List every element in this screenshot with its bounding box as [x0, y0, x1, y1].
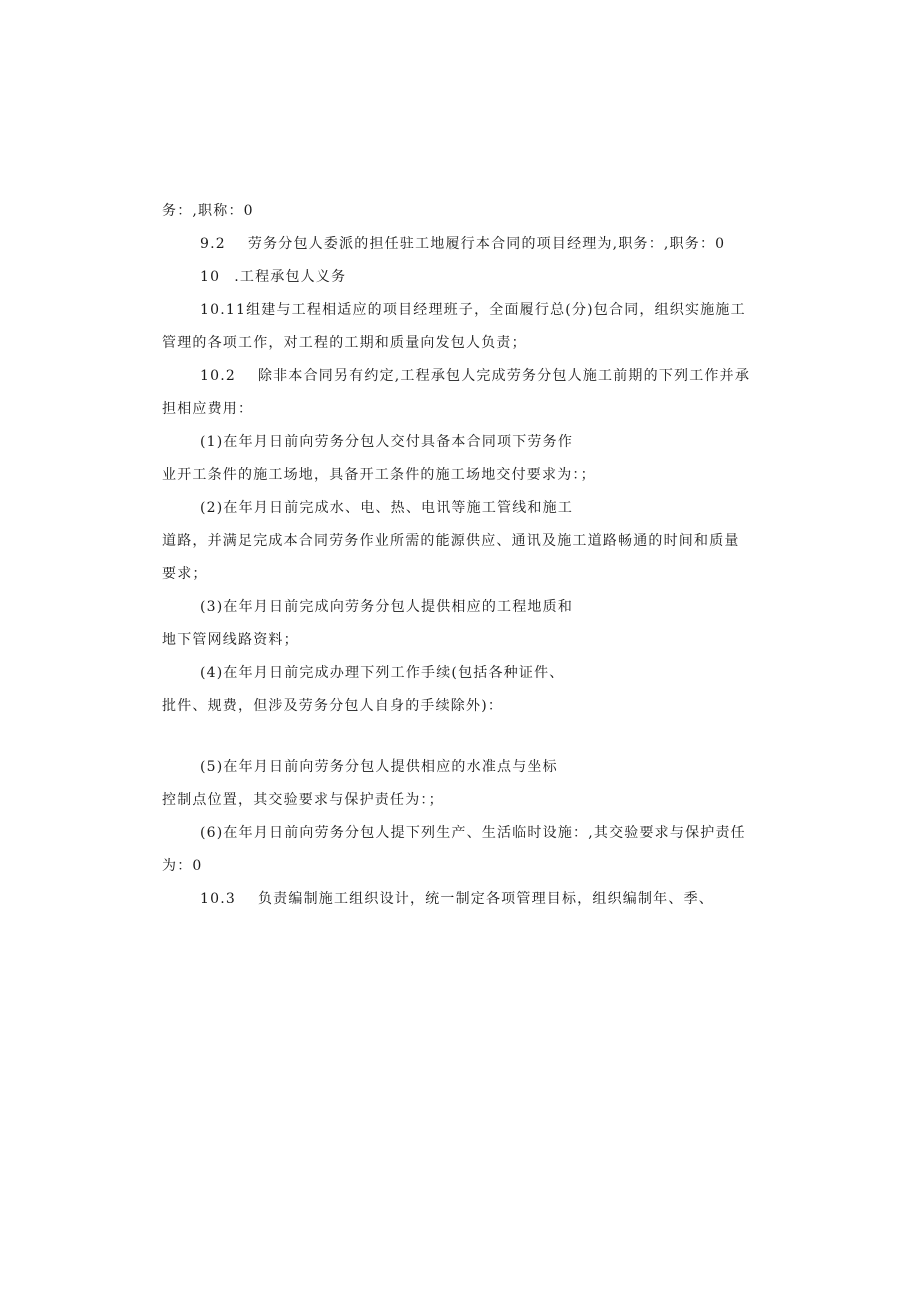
- text-span: (1)在年月日前向劳务分包人交付具备本合同项下劳务作: [200, 434, 574, 450]
- heading-text: .工程承包人义务: [234, 269, 347, 285]
- text-span: 管理的各项工作，对工程的工期和质量向发包人负责；: [162, 335, 527, 351]
- text-line: [162, 857, 203, 875]
- text-span: 道路，并满足完成本合同劳务作业所需的能源供应、通讯及施工道路畅通的时间和质量: [162, 533, 740, 549]
- text-line: [200, 235, 725, 253]
- text-span: 劳务分包人委派的担任驻工地履行本合同的项目经理为,职务：,职务：0: [247, 236, 726, 252]
- text-line: [200, 758, 558, 776]
- text-line: [162, 400, 253, 418]
- text-span: (2)在年月日前完成水、电、热、电讯等施工管线和施工: [200, 500, 574, 516]
- text-line: [162, 631, 299, 649]
- text-line: [200, 367, 750, 385]
- text-line: [200, 433, 573, 451]
- text-span: (4)在年月日前完成办理下列工作手续(包括各种证件、: [200, 665, 565, 681]
- text-span: 为：0: [162, 858, 203, 874]
- text-line: [162, 466, 596, 484]
- text-line: [162, 334, 527, 352]
- section-number: 10.3: [200, 891, 236, 907]
- text-span: 10.11组建与工程相适应的项目经理班子，全面履行总(分)包合同，组织实施施工: [200, 302, 746, 318]
- text-line: [162, 532, 740, 550]
- text-span: 控制点位置，其交验要求与保护责任为：；: [162, 792, 444, 808]
- text-span: 业开工条件的施工场地，具备开工条件的施工场地交付要求为：；: [162, 467, 596, 483]
- text-line: [200, 664, 565, 682]
- text-span: (6)在年月日前向劳务分包人提下列生产、生活临时设施：,其交验要求与保护责任: [200, 825, 746, 841]
- text-line: [200, 301, 746, 319]
- section-heading: [200, 268, 346, 286]
- text-span: 务：,职称：0: [162, 203, 254, 219]
- text-span: (3)在年月日前完成向劳务分包人提供相应的工程地质和: [200, 599, 574, 615]
- section-number: 10.2: [200, 368, 236, 384]
- text-line: [162, 697, 503, 715]
- text-span: (5)在年月日前向劳务分包人提供相应的水准点与坐标: [200, 759, 558, 775]
- text-span: 批件、规费，但涉及劳务分包人自身的手续除外)：: [162, 698, 504, 714]
- text-span: 除非本合同另有约定,工程承包人完成劳务分包人施工前期的下列工作并承: [257, 368, 751, 384]
- text-span: 负责编制施工组织设计，统一制定各项管理目标，组织编制年、季、: [257, 891, 714, 907]
- text-line: [162, 565, 208, 583]
- section-number: 9.2: [200, 236, 226, 252]
- section-number: 10: [200, 269, 221, 285]
- text-line: [200, 824, 746, 842]
- text-line: [162, 791, 444, 809]
- text-line: [200, 890, 714, 908]
- text-line: [200, 499, 573, 517]
- text-span: 担相应费用：: [162, 401, 254, 417]
- text-line: [162, 202, 254, 220]
- text-span: 地下管网线路资料；: [162, 632, 299, 648]
- text-span: 要求；: [162, 566, 208, 582]
- text-line: [200, 598, 573, 616]
